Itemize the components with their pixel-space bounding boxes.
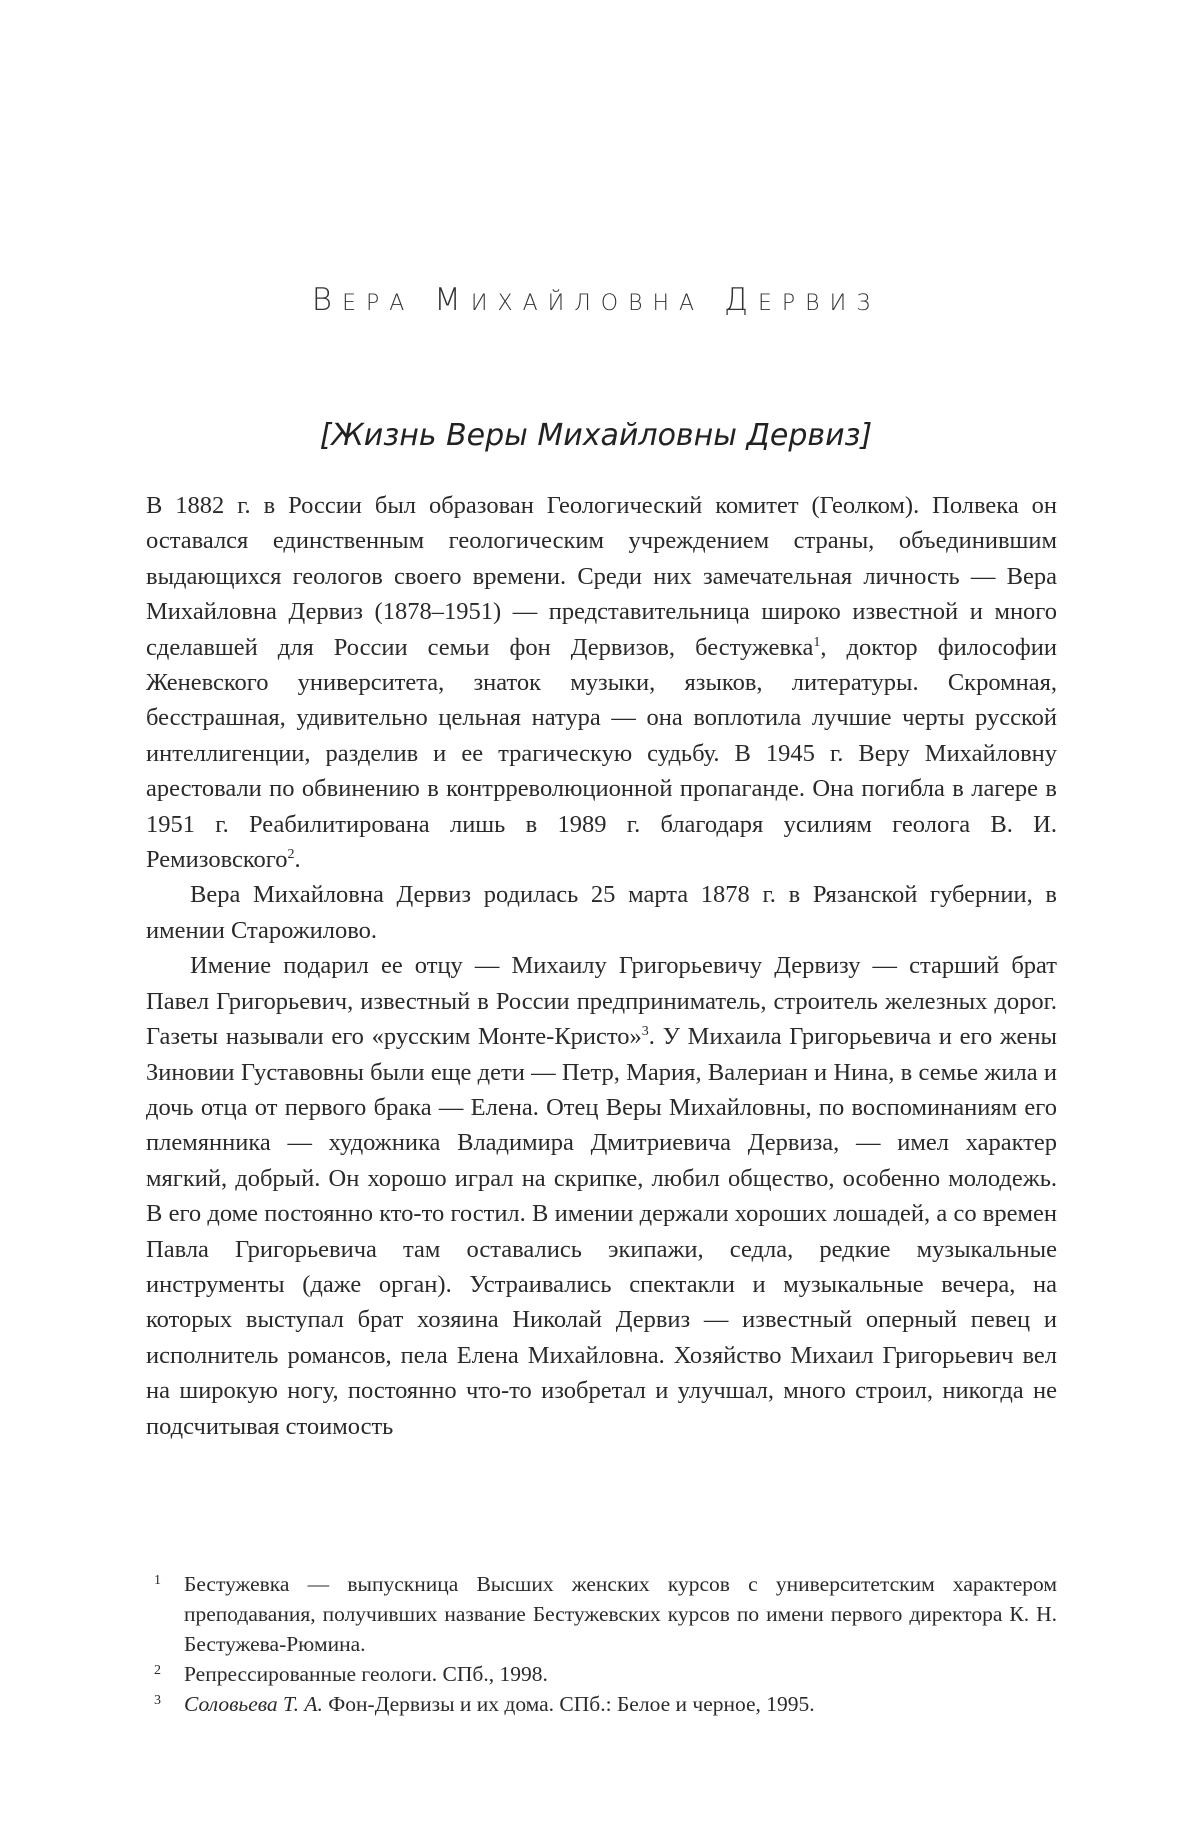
section-title: [Жизнь Веры Михайловны Дервиз] xyxy=(319,418,873,453)
footnote-author: Соловьева Т. А. xyxy=(184,1692,323,1716)
body-text xyxy=(146,488,1057,1444)
footnotes xyxy=(146,1569,1057,1719)
paragraph-1-part-a: В 1882 г. в России был образован Геологический комитет (Геолком). Полвека он оставался единственным геологическим учреждением страны, объединившим выдающихся геологов своего времени. Среди них замечательная личность — Вера Михайловна Дервиз (1878–1951) — представительница широко известной и много сделавшей для России семьи фон Дервизов, бестужевка xyxy=(146,492,1057,661)
paragraph-1-part-b: , доктор философии Женевского университета, знаток музыки, языков, литературы. Скромная, бесстрашная, удивительно цельная натура — она воплотила лучшие черты русской интеллигенции, разделив и ее трагическую судьбу. В 1945 г. Веру Михайловну арестовали по обвинению в контрреволюционной пропаганде. Она погибла в лагере в 1951 г. Реабилитирована лишь в 1989 г. благодаря усилиям геолога В. И. Ремизовского xyxy=(146,633,1057,874)
paragraph-3 xyxy=(146,948,1057,1444)
footnote-text: Фон-Дервизы и их дома. СПб.: Белое и черное, 1995. xyxy=(322,1692,815,1716)
paragraph-1 xyxy=(146,488,1057,877)
footnote-1 xyxy=(146,1569,1057,1659)
footnote-number: 3 xyxy=(154,1693,161,1708)
footnote-text: Репрессированные геологи. СПб., 1998. xyxy=(184,1662,548,1686)
paragraph-3-part-b: . У Михаила Григорьевича и его жены Зиновии Густавовны были еще дети — Петр, Мария, Валериан и Нина, в семье жила и дочь отца от первого брака — Елена. Отец Веры Михайловны, по воспоминаниям его племянника — художника Владимира Дмитриевича Дервиза, — имел характер мягкий, добрый. Он хорошо играл на скрипке, любил общество, особенно молодежь. В его доме постоянно кто-то гостил. В имении держали хороших лошадей, а со времен Павла Григорьевича там оставались экипажи, седла, редкие музыкальные инструменты (даже орган). Устраивались спектакли и музыкальные вечера, на которых выступал брат хозяина Николай Дервиз — известный оперный певец и исполнитель романсов, пела Елена Михайловна. Хозяйство Михаил Григорьевич вел на широкую ногу, постоянно что-то изобретал и улучшал, много строил, никогда не подсчитывая стоимость xyxy=(146,1023,1057,1440)
footnote-number: 2 xyxy=(154,1663,161,1678)
paragraph-3-part-a: Имение подарил ее отцу — Михаилу Григорьевичу Дервизу — старший брат Павел Григорьевич, известный в России предприниматель, строитель железных дорог. Газеты называли его «русским Монте-Кристо» xyxy=(146,952,1057,1051)
paragraph-2: Вера Михайловна Дервиз родилась 25 марта 1878 г. в Рязанской губернии, в имении Старожилово. xyxy=(146,881,1057,944)
chapter-title: Вера Михайловна Дервиз xyxy=(311,282,881,318)
footnote-ref-2[interactable]: 2 xyxy=(287,846,295,862)
paragraph-1-part-c: . xyxy=(294,846,301,874)
footnote-number: 1 xyxy=(154,1573,161,1588)
footnote-ref-1[interactable]: 1 xyxy=(813,634,821,650)
footnote-3 xyxy=(146,1689,1057,1719)
footnote-ref-3[interactable]: 3 xyxy=(641,1023,649,1039)
footnote-text-wrap xyxy=(184,1689,1057,1719)
footnote-text: Бестужевка — выпускница Высших женских курсов с университетским характером преподавания, получивших название Бестужевских курсов по имени первого директора К. Н. Бестужева-Рюмина. xyxy=(184,1572,1057,1656)
footnote-2 xyxy=(146,1659,1057,1689)
